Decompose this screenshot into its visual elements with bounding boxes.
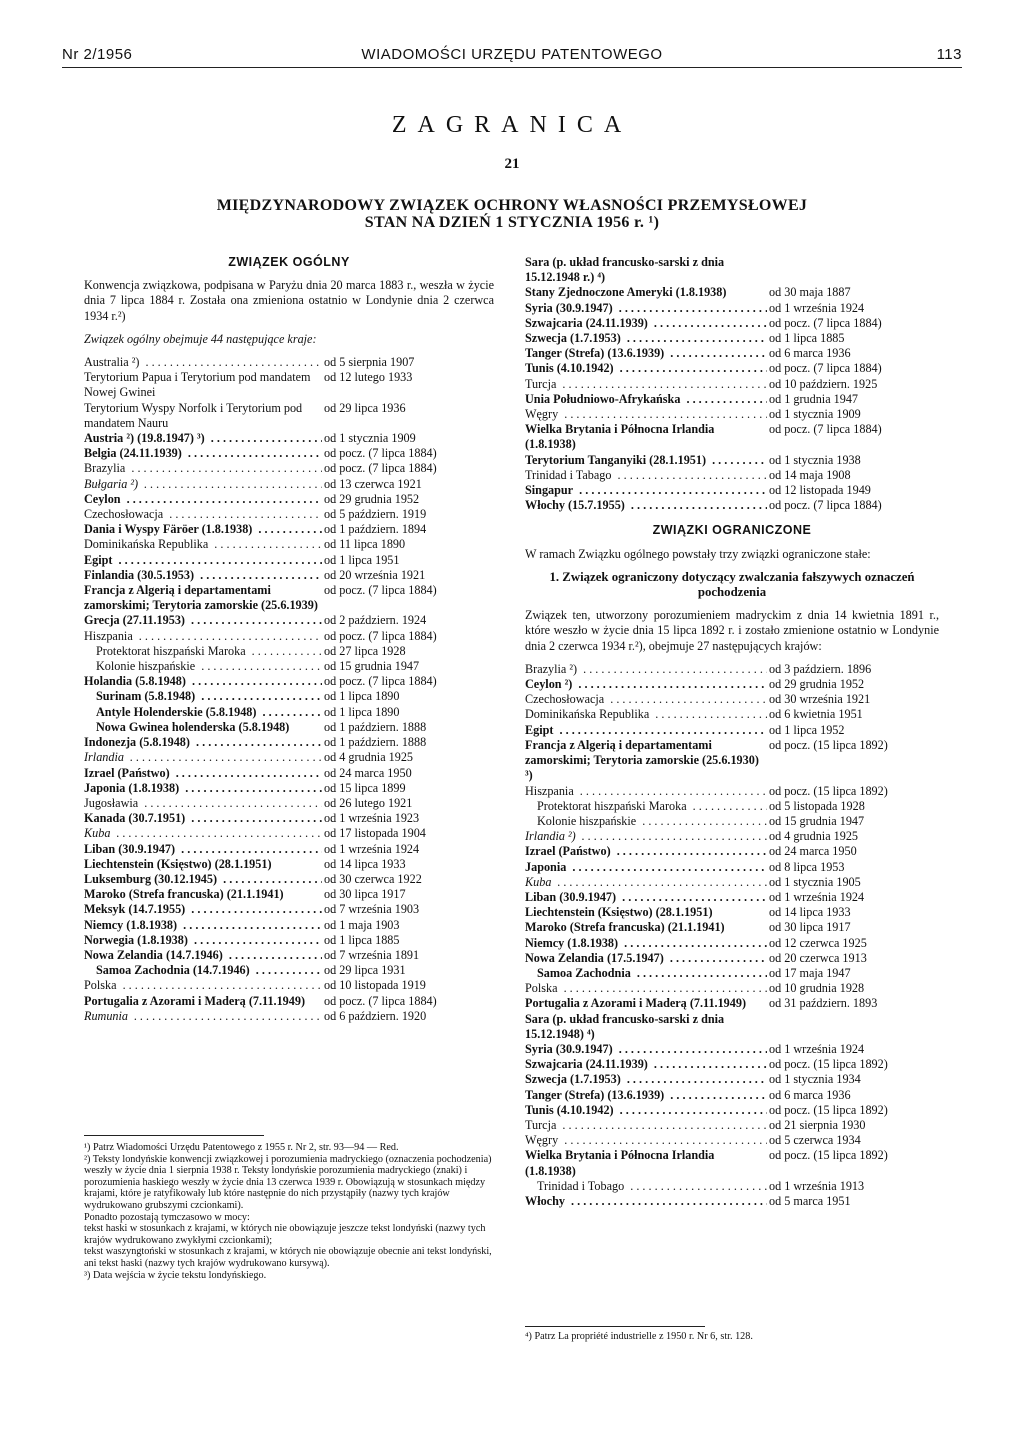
country-name: Egipt — [525, 723, 556, 737]
country-entry — [525, 1012, 939, 1042]
country-name: Irlandia ²) — [525, 829, 579, 843]
country-name: Turcja — [525, 377, 559, 391]
country-entry — [84, 978, 494, 993]
country-name: Trinidad i Tobago — [537, 1179, 627, 1193]
accession-date: od 5 listopada 1928 — [769, 798, 865, 813]
footnotes-right — [525, 1326, 939, 1343]
accession-date: od 1 maja 1903 — [324, 917, 400, 932]
accession-date: od 17 listopada 1904 — [324, 826, 426, 841]
country-name: Włochy — [525, 1194, 568, 1208]
country-entry — [84, 477, 494, 492]
country-entry — [525, 1179, 939, 1194]
country-name: Syria (30.9.1947) — [525, 1042, 616, 1056]
country-name: Singapur — [525, 483, 576, 497]
accession-date: od 1 stycznia 1905 — [769, 874, 861, 889]
country-name: Francja z Algerią i departamentami zamorskimi; Terytoria zamorskie (25.6.1939) — [84, 583, 321, 612]
country-name: Szwajcaria (24.11.1939) — [525, 316, 651, 330]
accession-date: od 5 marca 1951 — [769, 1193, 851, 1208]
accession-date: od 1 grudnia 1947 — [769, 391, 859, 406]
accession-date: od pocz. (7 lipca 1884) — [769, 315, 882, 330]
accession-date: od 1 lipca 1952 — [769, 722, 845, 737]
accession-date: od 1 październ. 1888 — [324, 719, 427, 734]
country-entry — [525, 860, 939, 875]
country-name: Norwegia (1.8.1938) — [84, 933, 191, 947]
accession-date: od 10 październ. 1925 — [769, 376, 878, 391]
accession-date: od 13 czerwca 1921 — [324, 476, 422, 491]
country-entry — [525, 1133, 939, 1148]
accession-date: od 2 październ. 1924 — [324, 613, 427, 628]
country-entry — [525, 936, 939, 951]
country-entry — [84, 355, 494, 370]
accession-date: od 15 grudnia 1947 — [324, 659, 420, 674]
accession-date: od 1 września 1924 — [769, 1041, 865, 1056]
accession-date: od 24 marca 1950 — [769, 844, 857, 859]
country-entry — [525, 951, 939, 966]
country-entry — [525, 784, 939, 799]
country-entry — [525, 392, 939, 407]
country-entry — [525, 407, 939, 422]
country-name: Liban (30.9.1947) — [525, 890, 619, 904]
country-entry — [525, 875, 939, 890]
country-entry — [84, 857, 494, 872]
accession-date: od 21 sierpnia 1930 — [769, 1117, 866, 1132]
country-name: Portugalia z Azorami i Maderą (7.11.1949) — [525, 996, 749, 1010]
country-name: Wielka Brytania i Północna Irlandia (1.8.1938) — [525, 422, 715, 452]
accession-date: od 6 październ. 1920 — [324, 1008, 427, 1023]
accession-date: od 24 marca 1950 — [324, 765, 412, 780]
madrid-union-country-list — [525, 662, 939, 1209]
country-entry — [84, 461, 494, 476]
accession-date: od 29 lipca 1936 — [324, 400, 406, 415]
accession-date: od 14 lipca 1933 — [324, 856, 406, 871]
accession-date: od 1 września 1924 — [769, 889, 865, 904]
accession-date: od 30 września 1921 — [769, 692, 871, 707]
general-union-country-list — [84, 355, 494, 1024]
country-name: Irlandia — [84, 750, 127, 764]
country-entry — [525, 723, 939, 738]
country-name: Turcja — [525, 1118, 559, 1132]
country-name: Hiszpania — [84, 629, 136, 643]
accession-date: od 30 czerwca 1922 — [324, 871, 422, 886]
country-name: Kolonie hiszpańskie — [537, 814, 639, 828]
accession-date: od 27 lipca 1928 — [324, 643, 406, 658]
country-entry — [84, 720, 494, 735]
country-name: Maroko (Strefa francuska) (21.1.1941) — [84, 887, 287, 901]
accession-date: od 5 październ. 1919 — [324, 507, 427, 522]
country-entry — [525, 692, 939, 707]
country-name: Liechtenstein (Księstwo) (28.1.1951) — [84, 857, 275, 871]
accession-date: od 12 lutego 1933 — [324, 370, 413, 385]
accession-date: od 12 listopada 1949 — [769, 483, 871, 498]
country-name: Wielka Brytania i Północna Irlandia (1.8.1938) — [525, 1148, 715, 1178]
country-name: Kanada (30.7.1951) — [84, 811, 188, 825]
right-column — [525, 255, 939, 1209]
country-name: Izrael (Państwo) — [525, 844, 614, 858]
country-entry — [525, 361, 939, 376]
accession-date: od 1 październ. 1894 — [324, 522, 427, 537]
country-name: Japonia (1.8.1938) — [84, 781, 182, 795]
accession-date: od 14 maja 1908 — [769, 467, 851, 482]
country-name: Tanger (Strefa) (13.6.1939) — [525, 346, 667, 360]
country-name: Sara (p. układ francusko-sarski z dnia 15.12.1948) ⁴) — [525, 1011, 725, 1041]
country-name: Grecja (27.11.1953) — [84, 613, 188, 627]
country-entry — [84, 750, 494, 765]
country-name: Kolonie hiszpańskie — [96, 659, 198, 673]
accession-date: od pocz. (7 lipca 1884) — [769, 361, 882, 376]
country-name: Antyle Holenderskie (5.8.1948) — [96, 705, 259, 719]
country-name: Finlandia (30.5.1953) — [84, 568, 197, 582]
accession-date: od 30 lipca 1917 — [324, 887, 406, 902]
accession-date: od 12 czerwca 1925 — [769, 935, 867, 950]
footnote: Ponadto pozostają tymczasowo w mocy: — [84, 1211, 250, 1223]
country-name: Czechosłowacja — [525, 692, 607, 706]
country-entry — [84, 811, 494, 826]
accession-date: od 7 września 1903 — [324, 902, 420, 917]
country-name: Niemcy (1.8.1938) — [525, 936, 621, 950]
accession-date: od pocz. (15 lipca 1892) — [769, 1148, 888, 1163]
country-entry — [84, 766, 494, 781]
country-name: Kuba — [525, 875, 554, 889]
country-entry — [84, 431, 494, 446]
madrid-union-heading: 1. Związek ograniczony dotyczący zwalczania fałszywych oznaczeń pochodzenia — [549, 569, 915, 600]
country-name: Węgry — [525, 407, 561, 421]
country-name: Szwecja (1.7.1953) — [525, 331, 624, 345]
accession-date: od 26 lutego 1921 — [324, 795, 413, 810]
country-name: Rumunia — [84, 1009, 131, 1023]
accession-date: od 6 marca 1936 — [769, 346, 851, 361]
country-name: Portugalia z Azorami i Maderą (7.11.1949) — [84, 994, 308, 1008]
country-name: Nowa Zelandia (17.5.1947) — [525, 951, 667, 965]
country-entry — [84, 553, 494, 568]
country-name: Polska — [525, 981, 561, 995]
article-number: 21 — [504, 156, 520, 172]
accession-date: od pocz. (7 lipca 1884) — [324, 993, 437, 1008]
restricted-unions-heading: ZWIĄZKI OGRANICZONE — [652, 523, 812, 538]
accession-date: od 17 maja 1947 — [769, 965, 851, 980]
country-entry — [525, 844, 939, 859]
country-name: Liban (30.9.1947) — [84, 842, 178, 856]
article-title: MIĘDZYNARODOWY ZWIĄZEK OCHRONY WŁASNOŚCI PRZEMYSŁOWEJ — [216, 197, 808, 214]
footnote: tekst haski w stosunkach z krajami, w których nie obowiązuje jeszcze tekst londyński (nazwy tych krajów wydrukowano zwykłymi czcionkami); — [84, 1223, 486, 1246]
country-entry — [525, 377, 939, 392]
restricted-unions-intro: W ramach Związku ogólnego powstały trzy związki ograniczone stałe: — [525, 546, 871, 561]
country-entry — [84, 781, 494, 796]
country-name: Maroko (Strefa francuska) (21.1.1941) — [525, 920, 728, 934]
country-name: Syria (30.9.1947) — [525, 301, 616, 315]
accession-date: od pocz. (7 lipca 1884) — [324, 674, 437, 689]
country-entry — [84, 705, 494, 720]
country-name: Dominikańska Republika — [84, 537, 211, 551]
accession-date: od 10 grudnia 1928 — [769, 981, 865, 996]
accession-date: od 20 czerwca 1913 — [769, 950, 867, 965]
section-title: ZAGRANICA — [391, 112, 633, 138]
country-entry — [525, 1103, 939, 1118]
footnote: ³) Data wejścia w życie tekstu londyńskiego. — [84, 1269, 267, 1281]
country-name: Jugosławia — [84, 796, 141, 810]
general-union-lead: Związek ogólny obejmuje 44 następujące kraje: — [84, 331, 317, 346]
footnote-rule — [525, 1326, 705, 1327]
accession-date: od pocz. (15 lipca 1892) — [769, 1057, 888, 1072]
accession-date: od 1 stycznia 1909 — [324, 431, 416, 446]
country-entry — [525, 1088, 939, 1103]
country-entry — [525, 498, 939, 513]
footnote: ⁴) Patrz La propriété industrielle z 1950 r. Nr 6, str. 128. — [525, 1331, 753, 1342]
country-name: Terytorium Wyspy Norfolk i Terytorium pod mandatem Nauru — [84, 400, 303, 430]
country-entry — [84, 613, 494, 628]
accession-date: od pocz. (7 lipca 1884) — [324, 461, 437, 476]
accession-date: od 30 lipca 1917 — [769, 920, 851, 935]
country-entry — [525, 255, 939, 285]
accession-date: od 1 września 1924 — [324, 841, 420, 856]
accession-date: od 30 maja 1887 — [769, 285, 851, 300]
country-entry — [525, 301, 939, 316]
country-entry — [84, 674, 494, 689]
country-name: Egipt — [84, 553, 115, 567]
country-name: Bułgaria ²) — [84, 477, 141, 491]
country-entry — [84, 933, 494, 948]
country-entry — [525, 966, 939, 981]
header-rule — [62, 67, 962, 68]
footnotes-left — [84, 1135, 494, 1281]
country-name: Tanger (Strefa) (13.6.1939) — [525, 1088, 667, 1102]
country-entry — [84, 659, 494, 674]
country-entry — [84, 796, 494, 811]
accession-date: od pocz. (15 lipca 1892) — [769, 1102, 888, 1117]
issue-number: Nr 2/1956 — [62, 46, 133, 63]
country-name: Tunis (4.10.1942) — [525, 361, 617, 375]
country-name: Trinidad i Tabago — [525, 468, 615, 482]
country-entry — [84, 492, 494, 507]
country-entry — [525, 799, 939, 814]
accession-date: od 1 lipca 1890 — [324, 704, 400, 719]
country-entry — [525, 829, 939, 844]
accession-date: od pocz. (7 lipca 1884) — [324, 583, 437, 598]
country-name: Australia ²) — [84, 355, 142, 369]
country-entry — [84, 568, 494, 583]
general-union-intro: Konwencja związkowa, podpisana w Paryżu dnia 20 marca 1883 r., weszła w życie dnia 7 lipca 1884 r. Została ona zmieniona ostatnio w Londynie dnia 2 czerwca 1934 r.²) — [84, 278, 494, 323]
country-name: Luksemburg (30.12.1945) — [84, 872, 220, 886]
country-entry — [84, 507, 494, 522]
country-name: Protektorat hiszpański Maroka — [96, 644, 249, 658]
country-name: Terytorium Tanganyiki (28.1.1951) — [525, 453, 709, 467]
country-entry — [525, 468, 939, 483]
country-name: Czechosłowacja — [84, 507, 166, 521]
accession-date: od 3 październ. 1896 — [769, 661, 872, 676]
country-entry — [84, 537, 494, 552]
country-entry — [84, 401, 494, 431]
accession-date: od 1 września 1923 — [324, 811, 420, 826]
accession-date: od 4 grudnia 1925 — [324, 750, 414, 765]
country-name: Meksyk (14.7.1955) — [84, 902, 188, 916]
country-entry — [525, 814, 939, 829]
country-name: Brazylia — [84, 461, 128, 475]
accession-date: od pocz. (7 lipca 1884) — [769, 498, 882, 513]
country-name: Hiszpania — [525, 784, 577, 798]
country-name: Włochy (15.7.1955) — [525, 498, 628, 512]
country-entry — [525, 905, 939, 920]
accession-date: od 1 lipca 1885 — [324, 932, 400, 947]
country-entry — [525, 422, 939, 452]
country-name: Dominikańska Republika — [525, 707, 652, 721]
country-entry — [84, 963, 494, 978]
accession-date: od 5 czerwca 1934 — [769, 1133, 861, 1148]
accession-date: od 14 lipca 1933 — [769, 905, 851, 920]
country-name: Surinam (5.8.1948) — [96, 689, 198, 703]
country-entry — [84, 370, 494, 400]
accession-date: od 1 lipca 1951 — [324, 552, 400, 567]
country-name: Nowa Gwinea holenderska (5.8.1948) — [96, 720, 292, 734]
country-name: Izrael (Państwo) — [84, 766, 173, 780]
accession-date: od 1 lipca 1885 — [769, 331, 845, 346]
country-entry — [525, 738, 939, 784]
accession-date: od pocz. (7 lipca 1884) — [324, 628, 437, 643]
accession-date: od 10 listopada 1919 — [324, 978, 426, 993]
page-number: 113 — [936, 46, 962, 63]
country-entry — [84, 918, 494, 933]
accession-date: od 1 październ. 1888 — [324, 735, 427, 750]
country-entry — [525, 453, 939, 468]
country-entry — [525, 285, 939, 300]
country-entry — [84, 446, 494, 461]
country-entry — [525, 981, 939, 996]
country-entry — [525, 1148, 939, 1178]
footnote: tekst waszyngtoński w stosunkach z krajami, w których nie obowiązuje obecnie ani tekst londyński, ani tekst haski (nazwy tych krajów wydrukowano kursywą). — [84, 1246, 492, 1269]
madrid-union-intro: Związek ten, utworzony porozumieniem madryckim z dnia 14 kwietnia 1891 r., które weszło w życie dnia 15 lipca 1892 r. i zostało zmienione ostatnio w Londynie dnia 2 czerwca 1934 r.²), obejmuje 27 następujących krajów: — [525, 608, 939, 653]
country-entry — [84, 583, 494, 613]
country-entry — [84, 1009, 494, 1024]
accession-date: od 1 września 1924 — [769, 300, 865, 315]
country-entry — [525, 662, 939, 677]
country-entry — [525, 316, 939, 331]
country-name: Japonia — [525, 860, 569, 874]
country-entry — [525, 1194, 939, 1209]
country-name: Samoa Zachodnia — [537, 966, 634, 980]
country-name: Nowa Zelandia (14.7.1946) — [84, 948, 226, 962]
country-entry — [84, 644, 494, 659]
footnote-rule — [84, 1135, 264, 1136]
country-name: Polska — [84, 978, 120, 992]
country-name: Liechtenstein (Księstwo) (28.1.1951) — [525, 905, 716, 919]
accession-date: od pocz. (7 lipca 1884) — [769, 422, 882, 437]
country-name: Niemcy (1.8.1938) — [84, 918, 180, 932]
country-name: Unia Południowo-Afrykańska — [525, 392, 683, 406]
country-entry — [525, 920, 939, 935]
footnote: ²) Teksty londyńskie konwencji związkowej i porozumienia madryckiego (oznaczenia pochodzenia) weszły w życie dnia 1 sierpnia 1938 r. Teksty londyńskie porozumienia madryckiego (znaki) i porozumienia haskiego weszły w życie dnia 13 czerwca 1939 r. Obowiązują w stosunkach między krajami, które je ratyfikowały lub które następnie do nich przystąpiły (nazwy tych krajów wydrukowano grubszymi czcionkami). — [84, 1153, 492, 1211]
country-name: Austria ²) (19.8.1947) ³) — [84, 431, 208, 445]
country-name: Francja z Algerią i departamentami zamorskimi; Terytoria zamorskie (25.6.1930) ³) — [525, 737, 759, 783]
accession-date: od 15 lipca 1899 — [324, 780, 406, 795]
country-entry — [525, 677, 939, 692]
country-entry — [84, 689, 494, 704]
country-entry — [84, 994, 494, 1009]
country-entry — [525, 1072, 939, 1087]
general-union-country-list-continued — [525, 255, 939, 513]
country-name: Dania i Wyspy Färöer (1.8.1938) — [84, 522, 255, 536]
accession-date: od 6 kwietnia 1951 — [769, 707, 863, 722]
country-entry — [84, 629, 494, 644]
accession-date: od 4 grudnia 1925 — [769, 829, 859, 844]
country-name: Holandia (5.8.1948) — [84, 674, 189, 688]
accession-date: od 1 stycznia 1938 — [769, 452, 861, 467]
country-name: Indonezja (5.8.1948) — [84, 735, 193, 749]
country-entry — [84, 842, 494, 857]
accession-date: od pocz. (7 lipca 1884) — [324, 446, 437, 461]
accession-date: od pocz. (15 lipca 1892) — [769, 783, 888, 798]
accession-date: od 29 grudnia 1952 — [324, 491, 420, 506]
country-name: Szwajcaria (24.11.1939) — [525, 1057, 651, 1071]
country-name: Belgia (24.11.1939) — [84, 446, 185, 460]
country-entry — [84, 522, 494, 537]
left-column — [84, 255, 494, 1024]
country-name: Stany Zjednoczone Ameryki (1.8.1938) — [525, 285, 729, 299]
country-name: Ceylon — [84, 492, 124, 506]
country-entry — [84, 948, 494, 963]
accession-date: od 1 lipca 1890 — [324, 689, 400, 704]
accession-date: od 6 marca 1936 — [769, 1087, 851, 1102]
accession-date: od 1 stycznia 1934 — [769, 1072, 861, 1087]
country-entry — [525, 331, 939, 346]
running-header — [62, 46, 962, 66]
footnote: ¹) Patrz Wiadomości Urzędu Patentowego z 1955 r. Nr 2, str. 93—94 — Red. — [84, 1142, 399, 1153]
accession-date: od 8 lipca 1953 — [769, 859, 845, 874]
country-name: Ceylon ²) — [525, 677, 575, 691]
country-entry — [525, 346, 939, 361]
country-name: Protektorat hiszpański Maroka — [537, 799, 690, 813]
accession-date: od pocz. (15 lipca 1892) — [769, 737, 888, 752]
country-entry — [84, 735, 494, 750]
country-entry — [525, 1057, 939, 1072]
country-entry — [84, 826, 494, 841]
country-name: Samoa Zachodnia (14.7.1946) — [96, 963, 253, 977]
accession-date: od 29 grudnia 1952 — [769, 677, 865, 692]
accession-date: od 7 września 1891 — [324, 947, 420, 962]
country-name: Brazylia ²) — [525, 662, 580, 676]
journal-title: WIADOMOŚCI URZĘDU PATENTOWEGO — [361, 46, 663, 63]
country-entry — [84, 872, 494, 887]
country-entry — [525, 996, 939, 1011]
accession-date: od 11 lipca 1890 — [324, 537, 406, 552]
country-entry — [525, 707, 939, 722]
country-name: Tunis (4.10.1942) — [525, 1103, 617, 1117]
accession-date: od 15 grudnia 1947 — [769, 813, 865, 828]
accession-date: od 1 września 1913 — [769, 1178, 865, 1193]
accession-date: od 1 stycznia 1909 — [769, 407, 861, 422]
country-entry — [525, 1042, 939, 1057]
accession-date: od 29 lipca 1931 — [324, 963, 406, 978]
accession-date: od 20 września 1921 — [324, 567, 426, 582]
country-name: Terytorium Papua i Terytorium pod mandatem Nowej Gwinei — [84, 370, 311, 400]
country-name: Węgry — [525, 1133, 561, 1147]
accession-date: od 31 październ. 1893 — [769, 996, 878, 1011]
country-entry — [525, 1118, 939, 1133]
general-union-heading: ZWIĄZEK OGÓLNY — [228, 255, 350, 269]
accession-date: od 5 sierpnia 1907 — [324, 355, 415, 370]
country-entry — [525, 483, 939, 498]
country-entry — [84, 902, 494, 917]
country-entry — [84, 887, 494, 902]
country-entry — [525, 890, 939, 905]
article-subtitle: STAN NA DZIEŃ 1 STYCZNIA 1956 r. ¹) — [364, 214, 660, 231]
country-name: Kuba — [84, 826, 113, 840]
country-name: Szwecja (1.7.1953) — [525, 1072, 624, 1086]
country-name: Sara (p. układ francusko-sarski z dnia 15.12.1948 r.) ⁴) — [525, 255, 725, 285]
